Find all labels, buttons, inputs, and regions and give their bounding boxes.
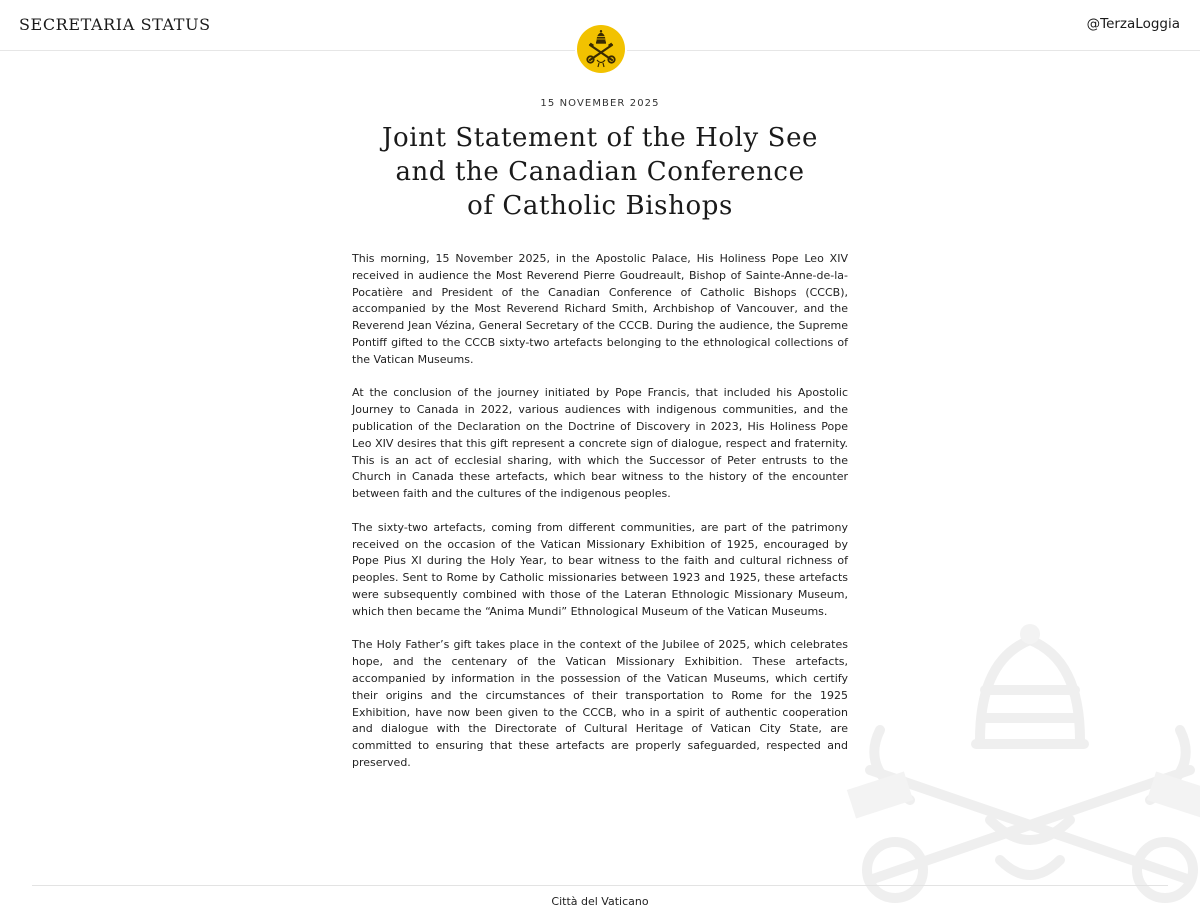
article-paragraph: This morning, 15 November 2025, in the Apostolic Palace, His Holiness Pope Leo XIV received in audience the Most Reverend Pierre Goudreault, Bishop of Sainte-Anne-de-la-Pocatière and President of the Canadian Conference of Catholic Bishops (CCCB), accompanied by the Most Reverend Richard Smith, Archbishop of Vancouver, and the Reverend Jean Vézina, General Secretary of the CCCB. During the audience, the Supreme Pontiff gifted to the CCCB sixty-two artefacts belonging to the ethnological collections of the Vatican Museums. xyxy=(352,252,848,366)
footer-divider xyxy=(32,885,1168,886)
article-date: 15 NOVEMBER 2025 xyxy=(540,98,660,109)
footer-location: Città del Vaticano xyxy=(551,895,649,908)
article-paragraph: At the conclusion of the journey initiated by Pope Francis, that included his Apostolic Journey to Canada in 2022, various audiences with indigenous communities, and the publication of the Declaration on the Doctrine of Discovery in 2023, His Holiness Pope Leo XIV desires that this gift represent a concrete sign of dialogue, respect and fraternity. This is an act of ecclesial sharing, with which the Successor of Peter entrusts to the Church in Canada these artefacts, which bear witness to the history of the encounter between faith and the cultures of the indigenous peoples. xyxy=(352,386,848,501)
social-handle-link[interactable]: @TerzaLoggia xyxy=(1086,16,1180,32)
article-body xyxy=(352,251,848,789)
papal-coat-of-arms-icon[interactable] xyxy=(575,22,627,77)
article-title xyxy=(300,121,900,223)
papal-coat-of-arms-watermark-icon xyxy=(840,620,1200,918)
article-title-line: of Catholic Bishops xyxy=(467,191,733,221)
article-paragraph: The Holy Father’s gift takes place in the context of the Jubilee of 2025, which celebrates hope, and the centenary of the Vatican Missionary Exhibition. These artefacts, accompanied by information in the possession of the Vatican Museums, which certify their origins and the circumstances of their transportation to Rome for the 1925 Exhibition, have now been given to the CCCB, who in a spirit of authentic cooperation and dialogue with the Directorate of Cultural Heritage of Vatican City State, are committed to ensuring that these artefacts are properly safeguarded, respected and preserved. xyxy=(352,638,848,769)
article-paragraph: The sixty-two artefacts, coming from different communities, are part of the patrimony received on the occasion of the Vatican Missionary Exhibition of 1925, encouraged by Pope Pius XI during the Holy Year, to bear witness to the faith and cultural richness of peoples. Sent to Rome by Catholic missionaries between 1923 and 1925, these artefacts were subsequently combined with those of the Lateran Ethnologic Missionary Museum, which then became the “Anima Mundi” Ethnological Museum of the Vatican Museums. xyxy=(352,520,848,618)
article-title-line: Joint Statement of the Holy See xyxy=(381,123,819,153)
site-brand-link[interactable]: SECRETARIA STATUS xyxy=(19,15,211,34)
article-title-line: and the Canadian Conference xyxy=(395,157,805,187)
